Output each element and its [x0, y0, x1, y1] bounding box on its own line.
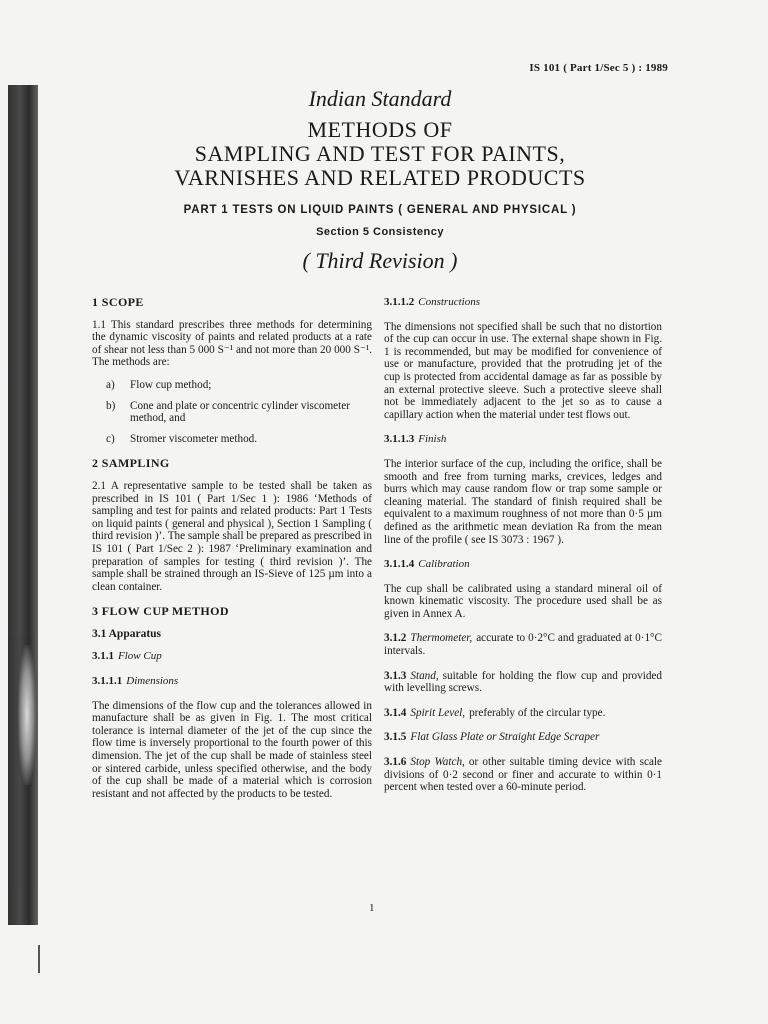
clause-title: Spirit Level, — [410, 706, 466, 719]
clause-number: 3.1.5 — [384, 731, 407, 744]
apparatus-heading: 3.1 Apparatus — [92, 627, 162, 640]
revision-label: ( Third Revision ) — [302, 248, 458, 273]
clause-title: Dimensions — [126, 675, 179, 688]
clause-number: 3.1.1.1 — [92, 675, 123, 688]
clause-title: Stop Watch, — [410, 756, 465, 769]
clause-text: accurate to 0·2°C and graduated at 0·1°C intervals. — [384, 632, 662, 658]
part-heading: PART 1 TESTS ON LIQUID PAINTS ( GENERAL AND PHYSICAL ) — [183, 204, 577, 216]
list-item — [92, 433, 372, 446]
section-heading: Section 5 Consistency — [316, 226, 444, 238]
construction-subheading — [384, 296, 662, 309]
title-line-1: METHODS OF — [307, 117, 453, 142]
stop-watch-clause — [384, 756, 662, 794]
calibration-paragraph: The cup shall be calibrated using a standard mineral oil of known kinematic viscosity. The procedure used shall be as given in Annex A. — [384, 582, 662, 620]
clause-number: 3.1.6 — [384, 756, 407, 769]
spirit-level-clause — [384, 707, 662, 720]
title-line-3: VARNISHES AND RELATED PRODUCTS — [174, 165, 586, 190]
standard-number: IS 101 ( Part 1/Sec 5 ) : 1989 — [529, 62, 668, 74]
title-line-2: SAMPLING AND TEST FOR PAINTS, — [194, 141, 566, 166]
dimensions-paragraph: The dimensions of the flow cup and the tolerances allowed in manufacture shall be as given in Fig. 1. The most critical tolerance is internal diameter of the jet of the cup since the flow time is inversely proportional to the fourth power of this dimension. The jet of the cup shall be made of stainless steel or sintered carbide, unless specified otherwise, and the body of the cup shall be made of a material which is corrosion resistant and not affected by the products to be tested. — [92, 699, 372, 800]
clause-title: Thermometer, — [410, 632, 473, 645]
clause-text: suitable for holding the flow cup and provided with levelling screws. — [384, 669, 662, 695]
glass-plate-clause — [384, 731, 662, 744]
standard-label: Indian Standard — [308, 86, 452, 111]
finish-paragraph: The interior surface of the cup, including the orifice, shall be smooth and free from turning marks, crevices, ledges and burrs which may cause random flow or trap some sample or cleaning material. The standard of finish required shall be equivalent to a maximum roughness of not more than 0·5 µm defined as the arithmetic mean deviation Ra from the mean line of the profile ( see IS 3073 : 1967 ). — [384, 457, 662, 546]
list-text: Stromer viscometer method. — [130, 432, 258, 445]
clause-title: Constructions — [418, 296, 480, 308]
scan-margin-mark — [38, 945, 40, 973]
clause-title: Finish — [418, 433, 447, 446]
clause-title: Flow Cup — [118, 650, 162, 663]
left-column — [92, 296, 372, 812]
clause-title: Flat Glass Plate or Straight Edge Scraper — [410, 731, 600, 744]
page-number: 1 — [369, 902, 375, 914]
clause-title: Stand, — [410, 669, 439, 682]
clause-number: 3.1.1 — [92, 650, 114, 663]
clause-number: 3.1.1.2 — [384, 296, 415, 308]
list-marker: b) — [106, 399, 116, 412]
thermometer-clause — [384, 632, 662, 657]
list-marker: c) — [106, 432, 115, 445]
scope-paragraph: 1.1 This standard prescribes three methods for determining the dynamic viscosity of paints and related products at a rate of shear not less than 5 000 S⁻¹ and not more than 20 000 S⁻¹. The methods are: — [92, 318, 372, 369]
dimensions-subheading — [92, 675, 372, 688]
right-column — [384, 296, 662, 806]
stand-clause — [384, 670, 662, 695]
clause-number: 3.1.2 — [384, 632, 407, 645]
clause-number: 3.1.1.4 — [384, 558, 415, 571]
finish-subheading — [384, 433, 662, 446]
scanned-binding-edge — [8, 85, 38, 925]
clause-text: or other suitable timing device with scale divisions of 0·2 second or finer and accurate to within 0·1 percent when tested over a 60-minute period. — [384, 756, 662, 794]
flow-cup-method-heading: 3 FLOW CUP METHOD — [92, 604, 229, 619]
list-text: Cone and plate or concentric cylinder viscometer method, and — [130, 399, 350, 425]
list-item — [92, 400, 372, 425]
document-header — [90, 86, 670, 274]
clause-number: 3.1.1.3 — [384, 433, 415, 446]
clause-number: 3.1.4 — [384, 706, 407, 719]
list-marker: a) — [106, 378, 115, 391]
calibration-subheading — [384, 558, 662, 571]
clause-number: 3.1.3 — [384, 669, 407, 682]
sampling-heading: 2 SAMPLING — [92, 456, 170, 471]
list-item — [92, 379, 372, 392]
methods-list — [92, 379, 372, 445]
clause-text: preferably of the circular type. — [469, 706, 606, 719]
flow-cup-subheading — [92, 650, 372, 663]
clause-title: Calibration — [418, 558, 470, 571]
construction-paragraph: The dimensions not specified shall be such that no distortion of the cup can occur in use. The external shape shown in Fig. 1 is recommended, but may be modified for convenience of use or manufacture, provided that the protruding jet of the cup is protected from accidental damage as far as possible by an external protective sleeve. Such a protective sleeve shall not be immediately adjacent to the jet so as to cause a capillary action when the material under test flows out. — [384, 320, 662, 421]
scope-heading: 1 SCOPE — [92, 295, 144, 309]
list-text: Flow cup method; — [130, 378, 212, 391]
sampling-paragraph: 2.1 A representative sample to be tested shall be taken as prescribed in IS 101 ( Part 1/Sec 1 ): 1986 ‘Methods of sampling and test for paints and related products: Part 1 Tests on liquid paints ( general and physical ), Section 1 Sampling ( third revision )’. The sample shall be prepared as prescribed in IS 101 ( Part 1/Sec 2 ): 1987 ‘Preliminary examination and preparation of samples for testing ( third revision )’. The sample shall be strained through an IS-Sieve of 125 µm into a clean container. — [92, 479, 372, 593]
document-title — [90, 118, 670, 190]
